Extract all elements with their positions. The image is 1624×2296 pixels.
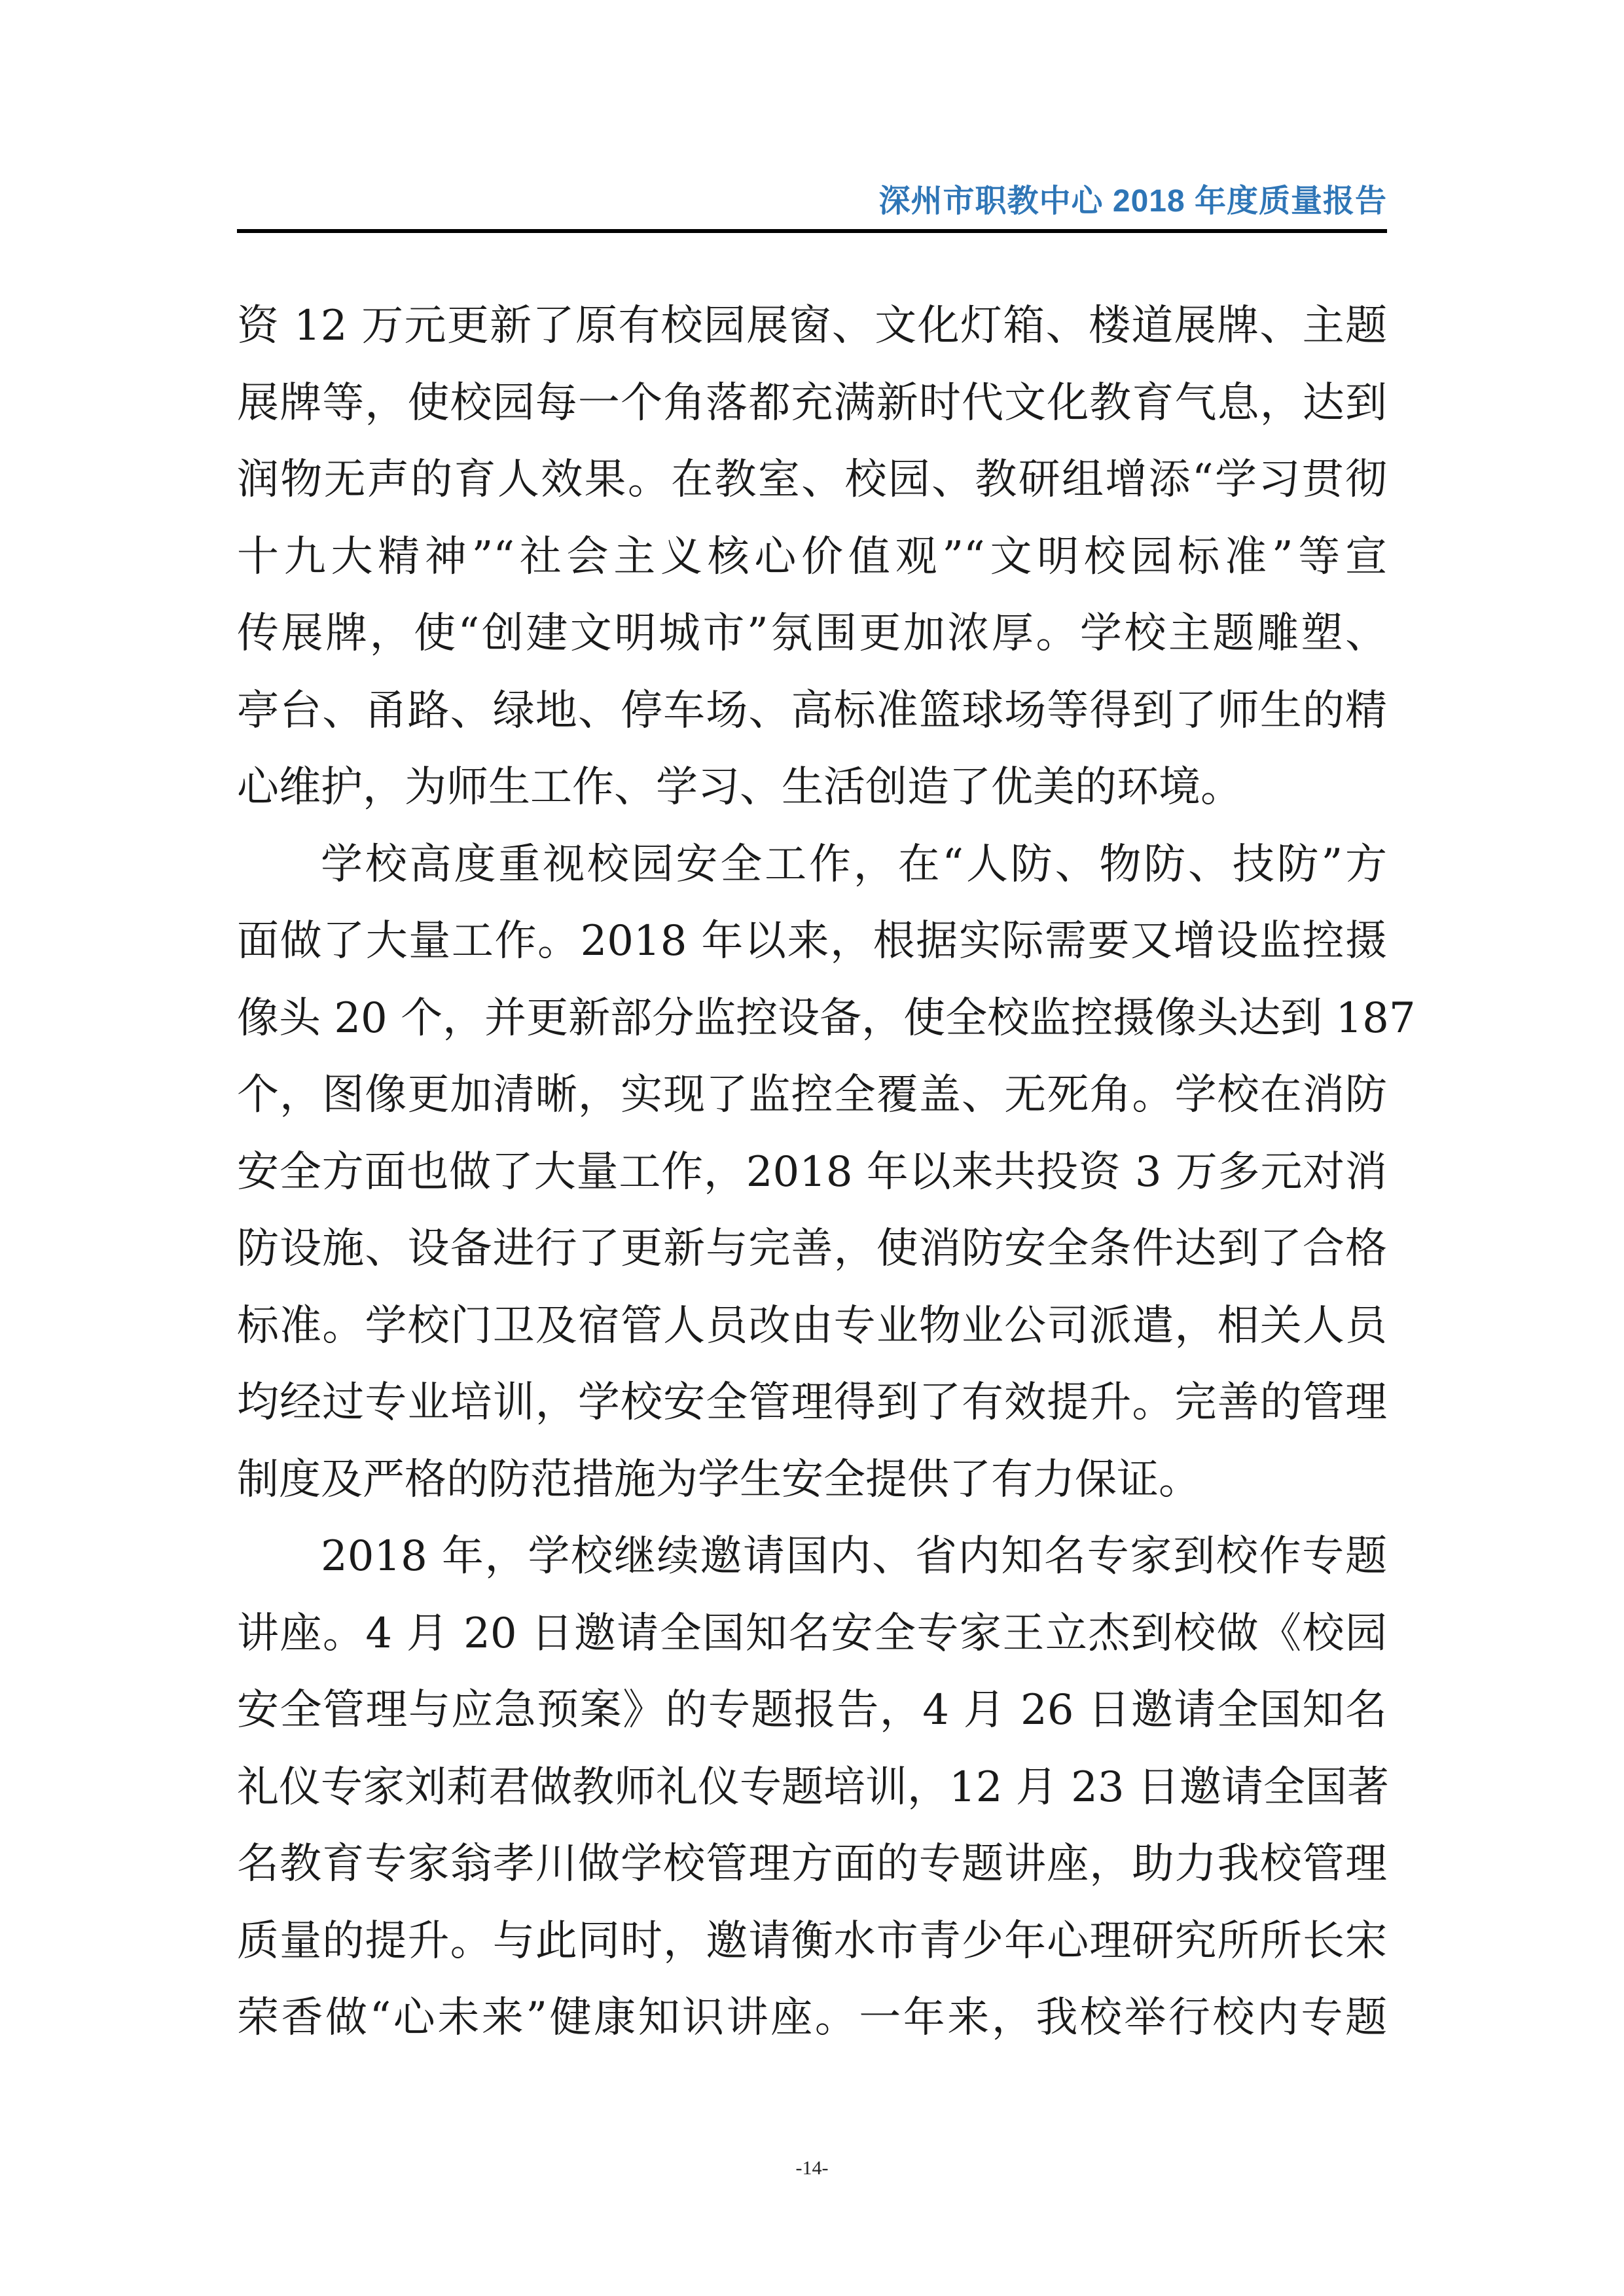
- text-line: 均经过专业培训，学校安全管理得到了有效提升。完善的管理: [237, 1378, 1387, 1427]
- text-line: 十九大精神”“社会主义核心价值观”“文明校园标准”等宣: [237, 532, 1387, 581]
- text-line: 传展牌，使“创建文明城市”氛围更加浓厚。学校主题雕塑、: [237, 609, 1387, 658]
- report-header-title: 深州市职教中心 2018 年度质量报告: [878, 184, 1387, 219]
- text-line: 安全方面也做了大量工作，2018 年以来共投资 3 万多元对消: [237, 1147, 1387, 1196]
- text-line: 安全管理与应急预案》的专题报告，4 月 26 日邀请全国知名: [237, 1686, 1387, 1734]
- text-line: 润物无声的育人效果。在教室、校园、教研组增添“学习贯彻: [237, 456, 1387, 504]
- text-line: 讲座。4 月 20 日邀请全国知名安全专家王立杰到校做《校园: [237, 1609, 1387, 1658]
- text-line: 2018 年，学校继续邀请国内、省内知名专家到校作专题: [321, 1532, 1387, 1581]
- text-line: 防设施、设备进行了更新与完善，使消防安全条件达到了合格: [237, 1225, 1387, 1273]
- text-line: 名教育专家翁孝川做学校管理方面的专题讲座，助力我校管理: [237, 1840, 1387, 1888]
- text-line: 学校高度重视校园安全工作，在“人防、物防、技防”方: [321, 840, 1387, 889]
- document-body: [237, 288, 1416, 2057]
- text-line: 荣香做“心未来”健康知识讲座。一年来，我校举行校内专题: [237, 1994, 1387, 2042]
- text-line: 面做了大量工作。2018 年以来，根据实际需要又增设监控摄: [237, 917, 1387, 965]
- text-line: 像头 20 个，并更新部分监控设备，使全校监控摄像头达到 187: [237, 994, 1416, 1043]
- text-line: 质量的提升。与此同时，邀请衡水市青少年心理研究所所长宋: [237, 1916, 1387, 1965]
- text-line: 标准。学校门卫及宿管人员改由专业物业公司派遣，相关人员: [237, 1301, 1387, 1350]
- header-divider: [237, 229, 1387, 233]
- text-line: 资 12 万元更新了原有校园展窗、文化灯箱、楼道展牌、主题: [237, 302, 1387, 350]
- paragraph-campus-safety: [237, 827, 1416, 1519]
- text-line: 亭台、甬路、绿地、停车场、高标准篮球场等得到了师生的精: [237, 686, 1387, 735]
- page-number: -14-: [795, 2157, 829, 2179]
- text-line: 个，图像更加清晰，实现了监控全覆盖、无死角。学校在消防: [237, 1071, 1387, 1119]
- paragraph-campus-culture: [237, 288, 1387, 827]
- paragraph-expert-lectures: [237, 1518, 1387, 2057]
- text-line: 展牌等，使校园每一个角落都充满新时代文化教育气息，达到: [237, 378, 1387, 427]
- text-line: 心维护，为师生工作、学习、生活创造了优美的环境。: [237, 763, 1242, 812]
- text-line: 礼仪专家刘莉君做教师礼仪专题培训，12 月 23 日邀请全国著: [237, 1763, 1389, 1812]
- text-line: 制度及严格的防范措施为学生安全提供了有力保证。: [237, 1455, 1200, 1504]
